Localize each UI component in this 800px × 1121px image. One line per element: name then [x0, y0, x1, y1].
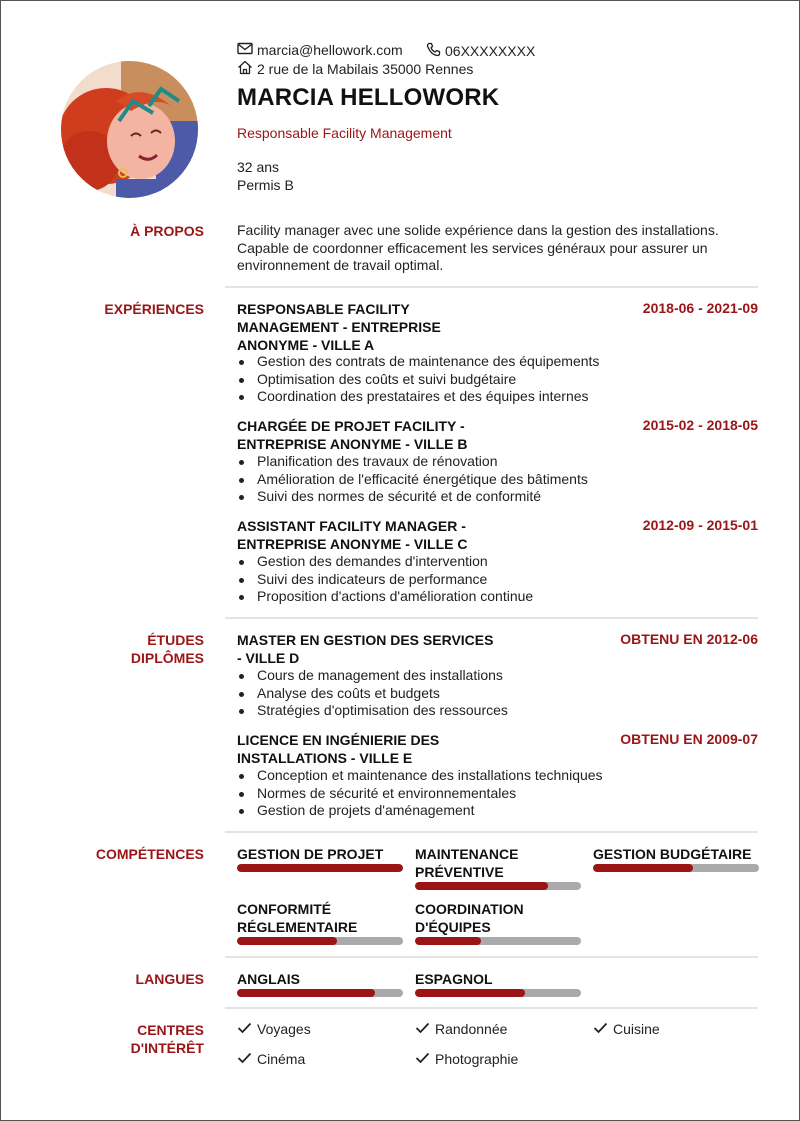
- checkmark-icon: [237, 1051, 257, 1067]
- age: 32 ans: [237, 159, 280, 175]
- experience-dates: 2012-09 - 2015-01: [642, 517, 758, 533]
- interest-item: Photographie: [415, 1051, 518, 1067]
- interest-item: Cuisine: [593, 1021, 660, 1037]
- address-contact: [237, 60, 473, 78]
- address-text: 2 rue de la Mabilais 35000 Rennes: [257, 61, 474, 77]
- phone-icon: [426, 42, 445, 60]
- separator: [225, 1007, 758, 1009]
- checkmark-icon: [237, 1021, 257, 1037]
- list-item: Amélioration de l'efficacité énergétique des bâtiments: [237, 471, 588, 489]
- section-label-experiences: EXPÉRIENCES: [104, 301, 204, 317]
- checkmark-icon: [415, 1051, 435, 1067]
- experience-title: CHARGÉE DE PROJET FACILITY - ENTREPRISE ANONYME - VILLE B: [237, 418, 468, 452]
- experience-title: RESPONSABLE FACILITY MANAGEMENT - ENTREPRISE ANONYME - VILLE A: [237, 301, 441, 353]
- interest-item: Randonnée: [415, 1021, 507, 1037]
- separator: [225, 831, 758, 833]
- separator: [225, 617, 758, 619]
- skill-level-bar: [237, 937, 403, 945]
- skill-item: [237, 845, 403, 872]
- skill-level-bar: [415, 882, 581, 890]
- experience-dates: 2015-02 - 2018-05: [642, 417, 758, 433]
- list-item: Normes de sécurité et environnementales: [237, 785, 603, 803]
- list-item: Planification des travaux de rénovation: [237, 453, 588, 471]
- section-label-about: À PROPOS: [130, 223, 204, 239]
- list-item: Proposition d'actions d'amélioration continue: [237, 588, 533, 606]
- job-title: Responsable Facility Management: [237, 125, 452, 141]
- list-item: Gestion de projets d'aménagement: [237, 802, 603, 820]
- email-contact: [237, 42, 403, 58]
- education-title: MASTER EN GESTION DES SERVICES - VILLE D: [237, 632, 494, 666]
- experience-dates: 2018-06 - 2021-09: [642, 300, 758, 316]
- skill-name: MAINTENANCE PRÉVENTIVE: [415, 846, 519, 880]
- section-label-languages: LANGUES: [135, 971, 204, 987]
- language-name: ESPAGNOL: [415, 971, 493, 987]
- education-dates: OBTENU EN 2012-06: [620, 631, 758, 647]
- list-item: Coordination des prestataires et des équipes internes: [237, 388, 599, 406]
- section-label-interests: CENTRES D'INTÉRÊT: [130, 1022, 204, 1056]
- skill-name: CONFORMITÉ RÉGLEMENTAIRE: [237, 901, 358, 935]
- list-item: Gestion des demandes d'intervention: [237, 553, 533, 571]
- skill-level-bar: [237, 864, 403, 872]
- list-item: Suivi des indicateurs de performance: [237, 571, 533, 589]
- skill-item: [237, 900, 403, 945]
- experience-bullets: [237, 553, 533, 606]
- education-dates: OBTENU EN 2009-07: [620, 731, 758, 747]
- separator: [225, 956, 758, 958]
- education-bullets: [237, 667, 508, 720]
- experience-title: ASSISTANT FACILITY MANAGER - ENTREPRISE ANONYME - VILLE C: [237, 518, 468, 552]
- section-label-skills: COMPÉTENCES: [95, 846, 204, 862]
- checkmark-icon: [593, 1021, 613, 1037]
- list-item: Cours de management des installations: [237, 667, 508, 685]
- skill-level-bar: [415, 937, 581, 945]
- interest-item: Voyages: [237, 1021, 311, 1037]
- language-level-bar: [415, 989, 581, 997]
- driving-license: Permis B: [237, 177, 294, 193]
- experience-bullets: [237, 353, 599, 406]
- language-item: [237, 970, 403, 997]
- list-item: Analyse des coûts et budgets: [237, 685, 508, 703]
- experience-bullets: [237, 453, 588, 506]
- separator: [225, 286, 758, 288]
- email-text: marcia@hellowork.com: [257, 42, 403, 58]
- skill-item: [415, 900, 581, 945]
- skill-item: [593, 845, 759, 872]
- checkmark-icon: [415, 1021, 435, 1037]
- avatar: [61, 61, 198, 198]
- skill-item: [415, 845, 581, 890]
- phone-contact: [426, 42, 535, 60]
- list-item: Gestion des contrats de maintenance des équipements: [237, 353, 599, 371]
- education-title: LICENCE EN INGÉNIERIE DES INSTALLATIONS - VILLE E: [237, 732, 440, 766]
- full-name: MARCIA HELLOWORK: [237, 84, 500, 111]
- skill-name: GESTION BUDGÉTAIRE: [593, 846, 752, 862]
- phone-text: 06XXXXXXXX: [445, 43, 536, 59]
- about-text: Facility manager avec une solide expérience dans la gestion des installations. Capable de coordonner efficacement les services généraux pour assurer un environnement de travail optimal.: [237, 222, 719, 273]
- language-level-bar: [237, 989, 403, 997]
- list-item: Conception et maintenance des installations techniques: [237, 767, 603, 785]
- envelope-icon: [237, 42, 257, 58]
- language-name: ANGLAIS: [237, 971, 300, 987]
- language-item: [415, 970, 581, 997]
- interest-item: Cinéma: [237, 1051, 305, 1067]
- skill-name: COORDINATION D'ÉQUIPES: [415, 901, 524, 935]
- list-item: Stratégies d'optimisation des ressources: [237, 702, 508, 720]
- skill-name: GESTION DE PROJET: [237, 846, 384, 862]
- education-bullets: [237, 767, 603, 820]
- skill-level-bar: [593, 864, 759, 872]
- section-label-education: ÉTUDES DIPLÔMES: [130, 632, 204, 666]
- home-icon: [237, 60, 257, 78]
- list-item: Suivi des normes de sécurité et de conformité: [237, 488, 588, 506]
- list-item: Optimisation des coûts et suivi budgétaire: [237, 371, 599, 389]
